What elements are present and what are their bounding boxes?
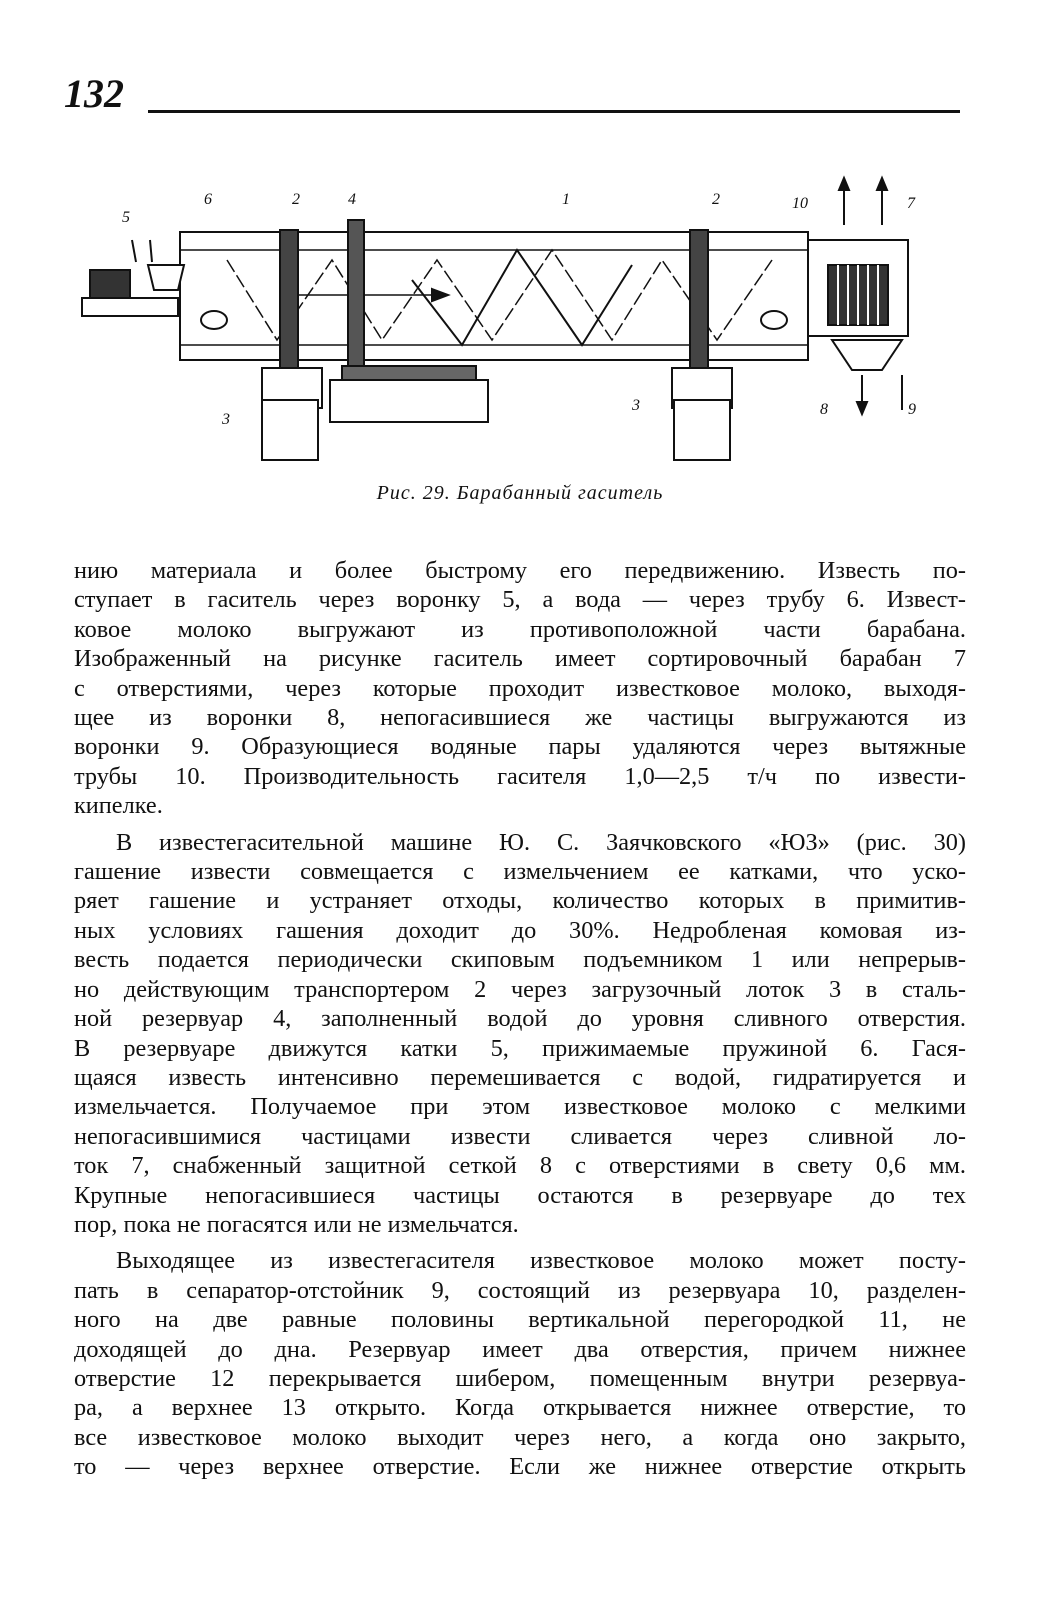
text-line: с отверстиями, через которые проходит известковое молоко, выходя- xyxy=(74,674,966,702)
text-line: щаяся известь интенсивно перемешивается с водой, гидратируется и xyxy=(74,1063,966,1091)
drum-body xyxy=(180,232,808,360)
text-line: ного на две равные половины вертикальной перегородкой 11, не xyxy=(74,1306,966,1334)
tyre-left xyxy=(280,230,298,375)
text-line: но действующим транспортером 2 через загрузочный лоток 3 в сталь- xyxy=(74,975,966,1003)
text-line: непогасившимися частицами извести сливается через сливной ло- xyxy=(74,1122,966,1150)
text-line: ной резервуар 4, заполненный водой до уровня сливного отверстия. xyxy=(74,1005,966,1033)
drive-frame xyxy=(330,380,488,422)
text-line: пор, пока не погасятся или не измельчатся. xyxy=(74,1210,519,1238)
text-line: измельчается. Получаемое при этом известковое молоко с мелкими xyxy=(74,1093,966,1121)
text-line: то — через верхнее отверстие. Если же нижнее отверстие открыть xyxy=(74,1453,966,1481)
figure-label: 1 xyxy=(562,191,570,208)
figure-label: 9 xyxy=(908,401,916,418)
figure-label: 2 xyxy=(712,191,720,208)
figure-label: 3 xyxy=(222,411,230,428)
text-line: ных условиях гашения доходит до 30%. Недробленая комовая из- xyxy=(74,916,966,944)
text-line: Выходящее из известегасителя известковое молоко может посту- xyxy=(116,1247,966,1275)
text-line: воронки 9. Образующиеся водяные пары удаляются через вытяжные xyxy=(74,733,966,761)
figure-label: 4 xyxy=(348,191,356,208)
drive-motor xyxy=(90,270,130,300)
text-line: Изображенный на рисунке гаситель имеет сортировочный барабан 7 xyxy=(74,645,966,673)
feed-hopper xyxy=(148,265,184,290)
text-line: гашение извести совмещается с измельчением ее катками, что уско- xyxy=(74,858,966,886)
text-line: все известковое молоко выходит через него, а когда оно закрыто, xyxy=(74,1423,966,1451)
text-line: трубы 10. Производительность гасителя 1,0—2,5 т/ч по извести- xyxy=(74,762,966,790)
figure-drum-slaker xyxy=(72,170,972,480)
text-line: ра, а верхнее 13 открыто. Когда открывается нижнее отверстие, то xyxy=(74,1394,966,1422)
figure-label: 3 xyxy=(632,397,640,414)
tyre-right xyxy=(690,230,708,375)
header-rule xyxy=(148,110,960,113)
text-line: В резервуаре движутся катки 5, прижимаемые пружиной 6. Гася- xyxy=(74,1034,966,1062)
figure-label: 8 xyxy=(820,401,828,418)
figure-label: 2 xyxy=(292,191,300,208)
drum-slaker-drawing xyxy=(72,170,972,480)
text-line: отверстие 12 перекрывается шибером, помещенным внутри резервуа- xyxy=(74,1364,966,1392)
text-line: ток 7, снабженный защитной сеткой 8 с отверстиями в свету 0,6 мм. xyxy=(74,1152,966,1180)
text-line: доходящей до дна. Резервуар имеет два отверстия, причем нижнее xyxy=(74,1335,966,1363)
text-line: нию материала и более быстрому его передвижению. Известь по- xyxy=(74,557,966,584)
body-text xyxy=(74,556,966,1482)
outlet-hopper xyxy=(832,340,902,370)
figure-label: 7 xyxy=(907,195,915,212)
figure-label: 5 xyxy=(122,209,130,226)
text-line: весть подается периодически скиповым подъемником 1 или непрерыв- xyxy=(74,946,966,974)
text-line: кипелке. xyxy=(74,792,163,820)
page-number: 132 xyxy=(64,71,124,116)
text-line: Крупные непогасившиеся частицы остаются в резервуаре до тех xyxy=(74,1181,966,1209)
figure-caption: Рис. 29. Барабанный гаситель xyxy=(376,482,664,504)
figure-label: 6 xyxy=(204,191,212,208)
text-line: ряет гашение и устраняет отходы, количество которых в примитив- xyxy=(74,887,966,915)
text-line: щее из воронки 8, непогасившиеся же частицы выгружаются из xyxy=(74,704,966,732)
text-line: ступает в гаситель через воронку 5, а вода — через трубу 6. Извест- xyxy=(74,586,966,614)
text-line: ковое молоко выгружают из противоположной части барабана. xyxy=(74,615,966,643)
figure-label: 10 xyxy=(792,195,808,212)
text-line: В известегасительной машине Ю. С. Заячковского «ЮЗ» (рис. 30) xyxy=(116,828,966,856)
gear-ring xyxy=(348,220,364,380)
text-line: пать в сепаратор-отстойник 9, состоящий из резервуара 10, разделен- xyxy=(74,1276,966,1304)
